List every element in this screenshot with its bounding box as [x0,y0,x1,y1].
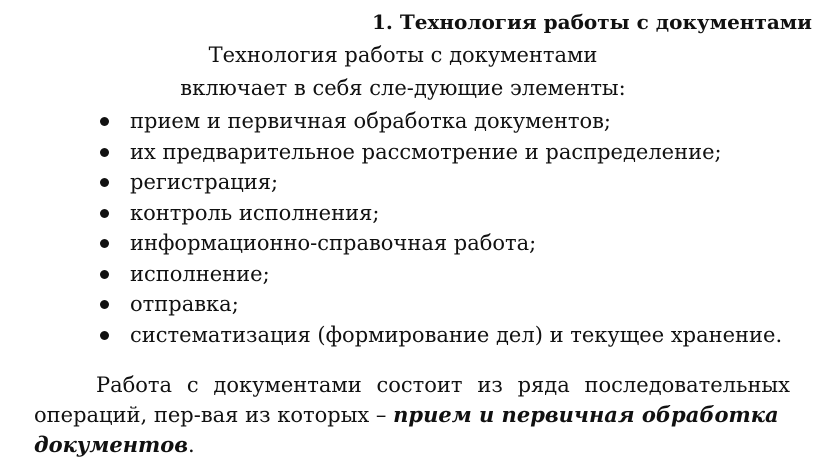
body-paragraph [34,370,790,460]
bullet-icon [100,117,109,126]
emphasis-text: документов [34,432,189,457]
section-heading: 1. Технология работы с документами [372,10,812,34]
list-item-text: регистрация; [130,170,279,194]
paragraph-text: операций, пер-вая из которых – [34,403,394,427]
list-item [96,137,782,168]
paragraph-text: . [188,433,195,457]
list-item [96,106,782,137]
list-item [96,289,782,320]
paragraph-line-1: Работа с документами состоит из ряда последовательных [96,373,790,397]
list-item [96,259,782,290]
list-item-text: исполнение; [130,261,270,286]
bullet-icon [100,209,109,218]
intro-line-1: Технология работы с документами [208,43,598,67]
list-item-text: контроль исполнения; [130,200,380,225]
bullet-icon [100,270,109,279]
bullet-icon [100,300,109,309]
bullet-icon [100,148,109,157]
list-item [96,167,782,198]
list-item-text: отправка; [130,292,239,316]
list-item [96,198,782,229]
bullet-icon [100,178,109,187]
list-item [96,228,782,259]
list-item-text: информационно-справочная работа; [130,231,537,255]
emphasis-text: прием и первичная обработка [393,402,779,427]
bullet-icon [100,239,109,248]
list-item-text: прием и первичная обработка документов; [130,109,612,133]
paragraph-line-2 [34,400,790,430]
list-item-text: систематизация (формирование дел) и текущее хранение. [130,322,783,347]
bullet-icon [100,331,109,340]
list-item-text: их предварительное рассмотрение и распределение; [130,139,722,164]
intro-line-2: включает в себя сле-дующие элементы: [180,76,626,100]
paragraph-line-3 [34,430,790,460]
elements-list [96,106,782,350]
list-item [96,320,782,351]
